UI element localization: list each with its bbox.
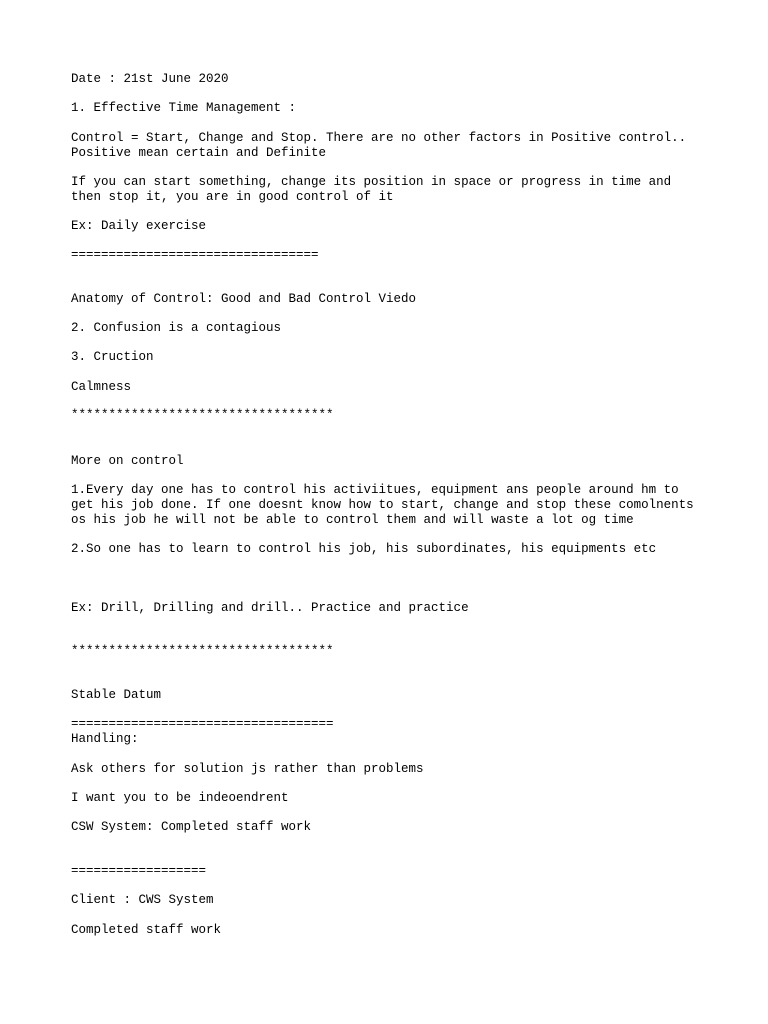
separator-line: =================================== [71,717,334,731]
text-line: 3. Cruction [71,350,154,364]
text-line: 2.So one has to learn to control his job, his subordinates, his equipments etc [71,542,657,556]
text-line: then stop it, you are in good control of it [71,190,394,204]
separator-line: ================== [71,864,207,878]
date-line: Date : 21st June 2020 [71,72,229,86]
example-line: Ex: Daily exercise [71,219,207,233]
text-line: Ask others for solution js rather than problems [71,762,424,776]
heading-more-on-control: More on control [71,454,184,468]
text-line: I want you to be indeoendrent [71,791,289,805]
heading-handling: Handling: [71,732,139,746]
separator-line: ================================= [71,248,319,262]
text-line: os his job he will not be able to control them and will waste a lot og time [71,513,634,527]
separator-line: *********************************** [71,644,334,658]
text-line: Completed staff work [71,923,222,937]
heading-anatomy-of-control: Anatomy of Control: Good and Bad Control Viedo [71,292,417,306]
example-line: Ex: Drill, Drilling and drill.. Practice and practice [71,601,469,615]
text-line: Positive mean certain and Definite [71,146,327,160]
heading-time-management: 1. Effective Time Management : [71,101,297,115]
text-line: If you can start something, change its position in space or progress in time and [71,175,672,189]
text-line: 1.Every day one has to control his activiitues, equipment ans people around hm to [71,483,679,497]
text-line: 2. Confusion is a contagious [71,321,282,335]
text-line: CSW System: Completed staff work [71,820,312,834]
text-line: Calmness [71,380,132,394]
separator-line: *********************************** [71,408,334,422]
text-line: Control = Start, Change and Stop. There are no other factors in Positive control.. [71,131,687,145]
heading-stable-datum: Stable Datum [71,688,162,702]
text-line: Client : CWS System [71,893,214,907]
text-line: get his job done. If one doesnt know how to start, change and stop these comolnents [71,498,694,512]
